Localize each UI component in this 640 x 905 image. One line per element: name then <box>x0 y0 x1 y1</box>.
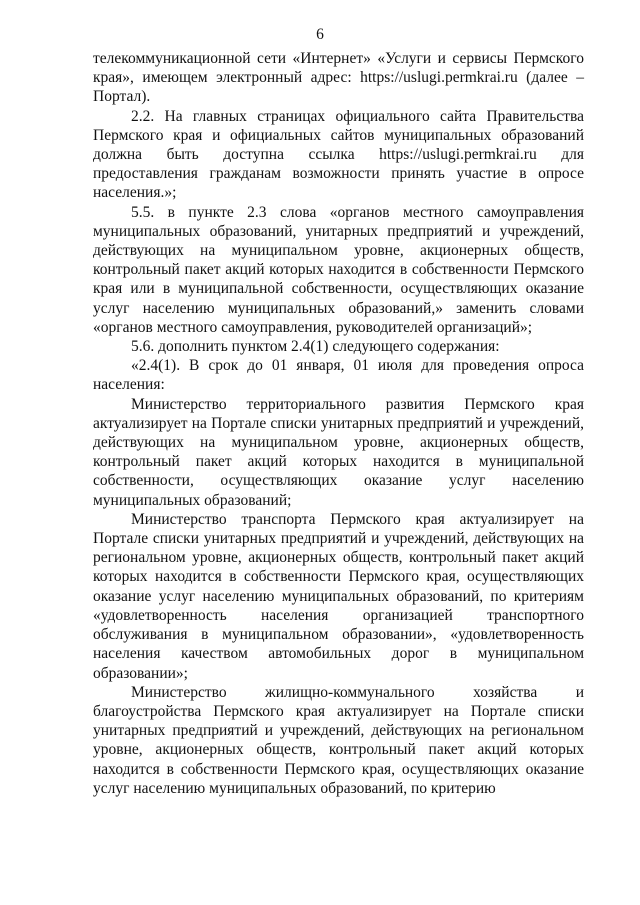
paragraph-2-2: 2.2. На главных страницах официального сайта Правительства Пермского края и официальных сайтов муниципальных образований должна быть доступна ссылка https://uslugi.permkrai.ru для предоставления гражданам возможности принять участие в опросе населения.»; <box>93 107 584 202</box>
page-number: 6 <box>316 26 324 43</box>
paragraph-ministry-transport: Министерство транспорта Пермского края актуализирует на Портале списки унитарных предприятий и учреждений, действующих на региональном уровне, акционерных обществ, контрольный пакет акций которых находится в собственности Пермского края, осуществляющих оказание услуг населению муниципальных образований, по критериям «удовлетворенность населения организацией транспортного обслуживания в муниципальном образовании», «удовлетворенность населения качеством автомобильных дорог в муниципальном образовании»; <box>93 510 584 682</box>
paragraph-ministry-housing: Министерство жилищно-коммунального хозяйства и благоустройства Пермского края актуализирует на Портале списки унитарных предприятий и учреждений, действующих на региональном уровне, акционерных обществ, контрольный пакет акций которых находится в собственности Пермского края, осуществляющих оказание услуг населению муниципальных образований, по критерию <box>93 683 584 797</box>
paragraph-5-5: 5.5. в пункте 2.3 слова «органов местного самоуправления муниципальных образований, унитарных предприятий и учреждений, действующих на муниципальном уровне, акционерных обществ, контрольный пакет акций которых находится в собственности Пермского края или в муниципальной собственности, осуществляющих оказание услуг населению муниципальных образований,» заменить словами «органов местного самоуправления, руководителей организаций»; <box>93 203 584 336</box>
paragraph-portal-continuation: телекоммуникационной сети «Интернет» «Услуги и сервисы Пермского края», имеющем электронный адрес: https://uslugi.permkrai.ru (далее – Портал). <box>93 50 584 106</box>
paragraph-ministry-territorial: Министерство территориального развития Пермского края актуализирует на Портале списки унитарных предприятий и учреждений, действующих на муниципальном уровне, акционерных обществ, контрольный пакет акций которых находится в муниципальной собственности, осуществляющих оказание услуг населению муниципальных образований; <box>93 395 584 509</box>
paragraph-5-6: 5.6. дополнить пунктом 2.4(1) следующего содержания: <box>131 338 500 356</box>
document-body <box>93 49 584 798</box>
paragraph-2-4-1: «2.4(1). В срок до 01 января, 01 июля для проведения опроса населения: <box>93 357 584 394</box>
